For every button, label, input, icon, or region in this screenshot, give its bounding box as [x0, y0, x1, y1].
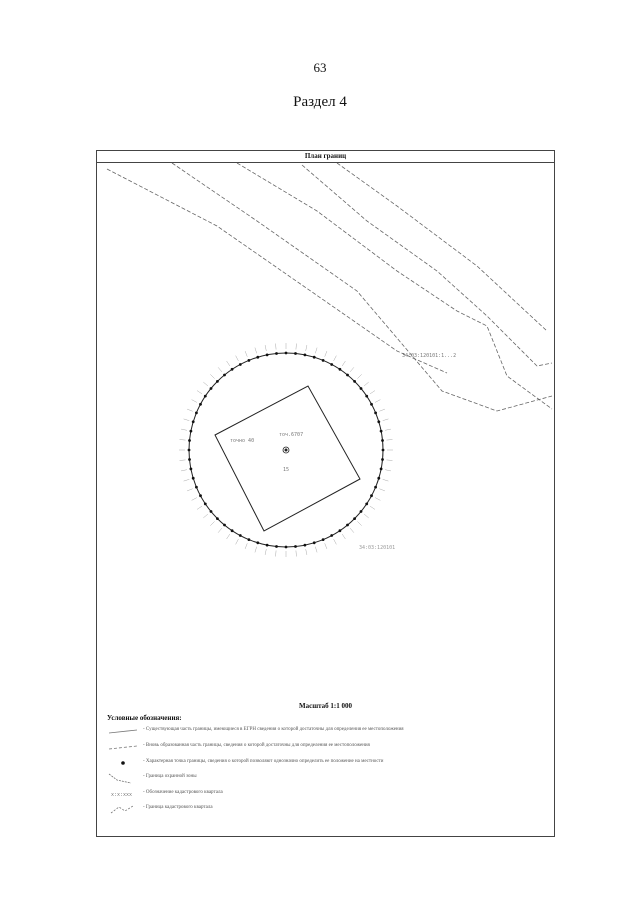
point-number-mark	[187, 489, 193, 491]
point-number-mark	[192, 400, 197, 403]
zone-boundary-icon	[107, 772, 139, 784]
dashed-line-icon	[107, 741, 139, 753]
boundary-point	[370, 403, 373, 406]
road-line-3	[237, 163, 552, 409]
boundary-point	[339, 368, 342, 371]
boundary-point	[266, 544, 269, 547]
boundary-point	[188, 439, 191, 442]
point-number-mark	[325, 351, 327, 357]
boundary-point	[256, 541, 259, 544]
boundary-point	[190, 468, 193, 471]
boundary-point	[223, 524, 226, 527]
road-line-1	[107, 169, 447, 373]
boundary-point	[304, 354, 307, 357]
boundary-point	[285, 546, 288, 549]
center-label: точ.6707	[279, 432, 304, 438]
point-number-mark	[334, 539, 337, 544]
legend-text: - Обозначение кадастрового квартала	[143, 790, 223, 795]
boundary-point	[374, 486, 377, 489]
boundary-point	[248, 359, 251, 362]
center-sub-label: 15	[283, 467, 290, 473]
boundary-point	[210, 510, 213, 513]
point-number-mark	[181, 429, 187, 430]
boundary-point	[188, 449, 191, 452]
boundary-point	[322, 359, 325, 362]
boundary-point	[360, 387, 363, 390]
point-number-mark	[192, 498, 197, 501]
point-number-mark	[383, 479, 389, 481]
legend-item-quarter-boundary	[107, 803, 547, 815]
point-number-mark	[276, 551, 277, 557]
point-number-mark	[184, 419, 190, 421]
boundary-point	[330, 363, 333, 366]
point-number-mark	[265, 345, 266, 351]
quarter-label-icon	[107, 788, 139, 800]
boundary-point	[381, 458, 384, 461]
boundary-point	[192, 420, 195, 423]
legend-item-protection-zone	[107, 772, 547, 784]
point-number-mark	[325, 543, 327, 549]
point-number-mark	[227, 361, 230, 366]
boundary-point	[377, 477, 380, 480]
plan-header: План границ	[97, 151, 554, 163]
point-number-mark	[379, 409, 385, 411]
point-number-mark	[357, 521, 361, 525]
point-number-mark	[306, 345, 307, 351]
point-number-mark	[364, 514, 369, 518]
boundary-point	[275, 352, 278, 355]
point-number-mark	[210, 521, 214, 525]
plot-boundary	[215, 386, 360, 531]
point-number-mark	[370, 506, 375, 509]
point-number-mark	[296, 551, 297, 557]
boundary-point	[199, 494, 202, 497]
point-number-mark	[197, 391, 202, 394]
legend-item-quarter-label	[107, 788, 547, 800]
point-number-mark	[236, 539, 239, 544]
point-number-mark	[203, 382, 208, 386]
scale-label: Масштаб 1:1 000	[299, 702, 352, 710]
boundary-point	[330, 534, 333, 537]
boundary-point	[313, 356, 316, 359]
road-line-4	[302, 165, 552, 366]
point-number-mark	[180, 460, 186, 461]
road-boundaries	[107, 163, 552, 411]
point-number-mark	[342, 534, 345, 539]
road-line-5	[337, 163, 547, 331]
boundary-point	[216, 517, 219, 520]
point-number-mark	[334, 356, 337, 361]
quarter-boundary-icon	[107, 803, 139, 815]
boundary-point	[304, 544, 307, 547]
boundary-point	[374, 412, 377, 415]
boundary-point	[360, 510, 363, 513]
point-number-mark	[387, 440, 393, 441]
center-point	[285, 449, 288, 452]
point-number-mark	[383, 419, 389, 421]
point-number-mark	[387, 460, 393, 461]
page-number: 63	[313, 60, 327, 75]
point-number-mark	[210, 374, 214, 378]
point-number-mark	[306, 549, 307, 555]
point-number-mark	[296, 344, 297, 350]
point-number-mark	[375, 498, 380, 501]
plot-label: точно 40	[230, 438, 255, 444]
boundary-point	[313, 541, 316, 544]
boundary-point	[353, 517, 356, 520]
point-number-mark	[350, 528, 354, 533]
boundary-point	[188, 458, 191, 461]
point-number-mark	[315, 348, 317, 354]
point-number-mark	[181, 470, 187, 471]
point-number-mark	[265, 549, 266, 555]
boundary-point	[365, 503, 368, 506]
point-number-mark	[385, 470, 391, 471]
legend-text: - Существующая часть границы, имеющиеся в ЕГРН сведения о которой достаточны для определения ее местоположения	[143, 727, 404, 732]
boundary-point	[380, 468, 383, 471]
boundary-point	[353, 380, 356, 383]
legend-item-new-boundary	[107, 741, 547, 753]
boundary-point	[192, 477, 195, 480]
point-number-mark	[342, 361, 345, 366]
boundary-point	[248, 538, 251, 541]
boundary-point	[294, 352, 297, 355]
point-number-mark	[370, 391, 375, 394]
point-number-mark	[245, 543, 247, 549]
road-line-2	[172, 163, 552, 411]
boundary-point	[216, 380, 219, 383]
legend-text: - Граница охранной зоны	[143, 774, 197, 779]
boundary-point	[377, 420, 380, 423]
boundary-point	[231, 529, 234, 532]
boundary-point	[294, 545, 297, 548]
point-number-mark	[187, 409, 193, 411]
boundary-point	[346, 524, 349, 527]
boundary-point	[285, 352, 288, 355]
boundary-point	[204, 503, 207, 506]
boundary-point	[199, 403, 202, 406]
boundary-point	[239, 363, 242, 366]
svg-text:x:x:xxx: x:x:xxx	[111, 792, 133, 798]
boundary-point	[370, 494, 373, 497]
section-title: Раздел 4	[293, 94, 347, 110]
boundary-point	[210, 387, 213, 390]
boundary-point	[382, 449, 385, 452]
legend-item-existing-boundary	[107, 725, 547, 737]
point-number-mark	[245, 351, 247, 357]
point-number-mark	[203, 514, 208, 518]
point-number-mark	[218, 367, 222, 372]
boundary-point	[266, 354, 269, 357]
point-number-mark	[218, 528, 222, 533]
boundary-point	[346, 374, 349, 377]
point-number-mark	[236, 356, 239, 361]
point-number-mark	[350, 367, 354, 372]
point-number-mark	[180, 440, 186, 441]
boundary-point	[365, 395, 368, 398]
legend-text: - Вновь образованная часть границы, сведения о которой достаточны для определения ее местоположения	[143, 743, 370, 748]
legend-text: - Граница кадастрового квартала	[143, 805, 213, 810]
solid-line-icon	[107, 725, 139, 737]
boundary-point	[339, 529, 342, 532]
point-number-mark	[364, 382, 369, 386]
legend-item-boundary-point	[107, 757, 547, 769]
point-number-mark	[385, 429, 391, 430]
point-number-mark	[184, 479, 190, 481]
plan-frame	[96, 150, 555, 837]
point-number-mark	[255, 547, 257, 553]
boundary-point	[231, 368, 234, 371]
point-number-mark	[357, 374, 361, 378]
point-number-mark	[276, 344, 277, 350]
boundary-point	[380, 430, 383, 433]
boundary-point	[195, 412, 198, 415]
boundary-point	[204, 395, 207, 398]
legend-text: - Характерная точка границы, сведения о которой позволяют однозначно определить ее положение на местности	[143, 759, 384, 764]
boundary-point	[223, 374, 226, 377]
road-label: 34:03:120101:1...2	[402, 353, 457, 359]
point-number-mark	[255, 348, 257, 354]
boundary-point	[256, 356, 259, 359]
boundary-point	[322, 538, 325, 541]
point-number-mark	[379, 489, 385, 491]
point-number-mark	[315, 547, 317, 553]
boundary-point	[275, 545, 278, 548]
point-number-mark	[197, 506, 202, 509]
boundary-point	[239, 534, 242, 537]
legend-title: Условные обозначения:	[107, 714, 182, 722]
circle-label: 34:03:120101	[359, 545, 396, 551]
boundary-point	[381, 439, 384, 442]
boundary-map	[97, 151, 554, 696]
point-number-mark	[375, 400, 380, 403]
boundary-point	[190, 430, 193, 433]
dot-icon	[107, 757, 139, 769]
boundary-point	[195, 486, 198, 489]
point-number-mark	[227, 534, 230, 539]
